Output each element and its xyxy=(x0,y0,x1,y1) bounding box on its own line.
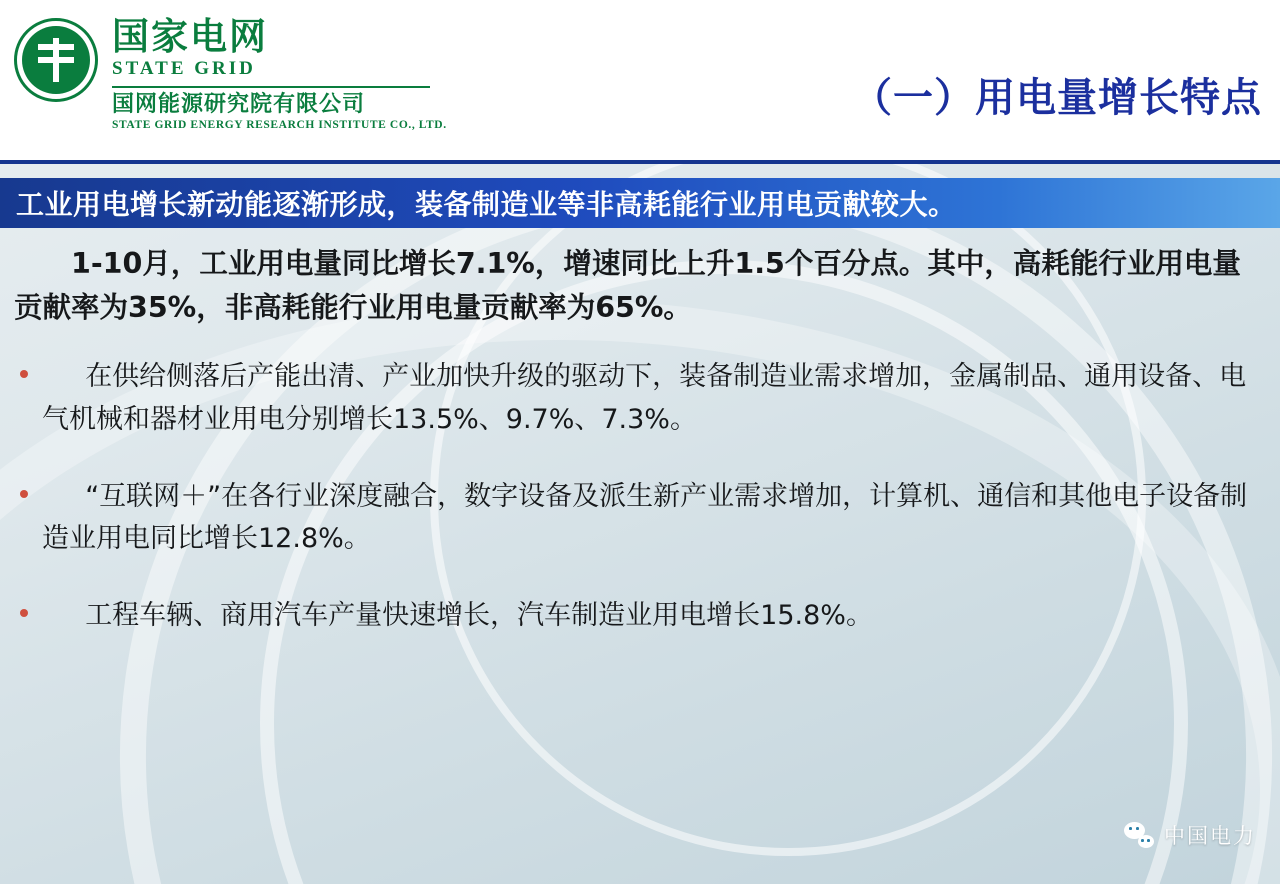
headline-banner xyxy=(0,178,1280,228)
wechat-label: 中国电力 xyxy=(1164,824,1256,848)
slide-header xyxy=(0,0,1280,160)
bullet-dot-icon xyxy=(20,609,28,617)
list-item-text: 在供给侧落后产能出清、产业加快升级的驱动下，装备制造业需求增加，金属制品、通用设备、电气机械和器材业用电分别增长13.5%、9.7%、7.3%。 xyxy=(42,361,1247,435)
state-grid-emblem-icon xyxy=(14,18,98,102)
bullet-list xyxy=(0,356,1280,637)
brand-name-en: STATE GRID xyxy=(112,57,256,79)
brand-name-cn: 国家电网 xyxy=(112,15,268,58)
list-item-text: “互联网＋”在各行业深度融合，数字设备及派生新产业需求增加，计算机、通信和其他电子设备制造业用电同比增长12.8%。 xyxy=(42,480,1248,555)
header-divider xyxy=(0,160,1280,164)
list-item-text: 工程车辆、商用汽车产量快速增长，汽车制造业用电增长15.8%。 xyxy=(85,599,873,631)
institute-name-en: STATE GRID ENERGY RESEARCH INSTITUTE CO., LTD. xyxy=(112,118,447,131)
list-item xyxy=(16,595,1264,638)
page-title: （一）用电量增长特点 xyxy=(852,75,1262,121)
headline-text: 工业用电增长新动能逐渐形成，装备制造业等非高耗能行业用电贡献较大。 xyxy=(16,188,957,221)
wechat-watermark xyxy=(1124,820,1256,850)
brand-divider xyxy=(112,86,430,88)
lead-paragraph: 1-10月，工业用电量同比增长7.1%，增速同比上升1.5个百分点。其中，高耗能行业用电量贡献率为35%，非高耗能行业用电量贡献率为65%。 xyxy=(14,247,1241,325)
list-item xyxy=(16,356,1264,441)
slide-body xyxy=(0,242,1280,672)
brand-logo xyxy=(0,0,447,133)
wechat-icon xyxy=(1124,822,1154,848)
list-item xyxy=(16,476,1264,561)
bullet-dot-icon xyxy=(20,490,28,498)
brand-text-block xyxy=(112,14,447,133)
institute-name-cn: 国网能源研究院有限公司 xyxy=(112,91,366,117)
bullet-dot-icon xyxy=(20,370,28,378)
